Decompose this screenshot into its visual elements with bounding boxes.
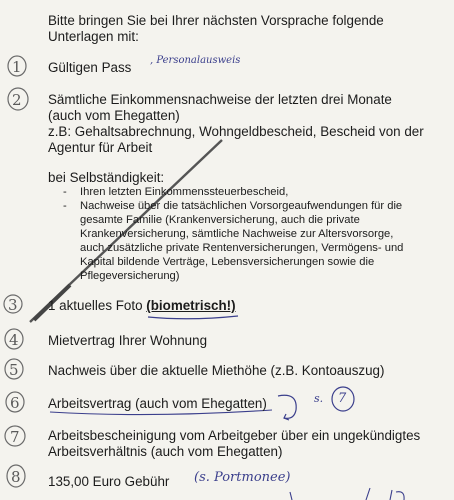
intro-line-1: Bitte bringen Sie bei Ihrer nächsten Vorsprache folgende [48, 13, 384, 28]
ink-scribbles [290, 488, 404, 500]
item-number-7: 7 [10, 428, 20, 446]
self-bullet-1: Ihren letzten Einkommenssteuerbescheid, [80, 186, 289, 198]
arrow-icon [278, 395, 296, 418]
item-gebuehr: 135,00 Euro Gebühr [48, 474, 170, 489]
self-bullet-2-line-4: auch zusätzliche private Rentenversicherungen, Vermögens- und [80, 242, 404, 254]
self-bullet-2-line-5: Kapital bildende Verträge, Lebensversicherungen sowie die [80, 256, 375, 268]
item-bescheinigung-line-2: Arbeitsverhältnis (auch vom Ehegatten) [48, 444, 283, 459]
pencil-circles [4, 56, 28, 487]
ink-underline-foto [148, 316, 238, 319]
self-bullet-2-line-1: Nachweise über die tatsächlichen Vorsorgeaufwendungen für die [80, 200, 403, 212]
item-bescheinigung-line-1: Arbeitsbescheinigung vom Arbeitgeber über ein ungekündigtes [48, 428, 421, 443]
item-pass: Gültigen Pass [48, 60, 132, 75]
self-employed-heading: bei Selbständigkeit: [48, 170, 165, 185]
handwritten-see-ref: 7 [338, 391, 347, 406]
item-einkommen-line-4: Agentur für Arbeit [48, 140, 153, 155]
item-mietvertrag: Mietvertrag Ihrer Wohnung [48, 333, 208, 348]
item-number-2: 2 [12, 91, 22, 109]
self-bullet-2-line-6: Pflegeversicherung) [80, 270, 180, 282]
handwritten-note-ausweis: , Personalausweis [150, 55, 241, 66]
item-einkommen-line-2: (auch vom Ehegatten) [48, 108, 180, 123]
item-number-5: 5 [9, 361, 19, 379]
foto-emphasis: (biometrisch!) [146, 298, 236, 313]
item-arbeitsvertrag: Arbeitsvertrag (auch vom Ehegatten) [48, 396, 267, 411]
handwritten-portmonee: (s. Portmonee) [194, 470, 291, 485]
bullet-dash-1: - [63, 186, 67, 198]
bullet-dash-2: - [63, 200, 67, 212]
self-bullet-2-line-2: gesamte Familie (Krankenversicherung, auch die private [80, 214, 360, 226]
item-number-6: 6 [10, 394, 20, 412]
item-foto: 1 aktuelles Foto (biometrisch!) [48, 298, 236, 313]
item-number-8: 8 [11, 468, 21, 486]
item-number-1: 1 [12, 58, 22, 76]
self-bullet-2-line-3: Krankenversicherung, sämtliche Nachweise zur Altersvorsorge, [80, 228, 394, 240]
item-number-3: 3 [8, 296, 18, 314]
item-miethoehe: Nachweis über die aktuelle Miethöhe (z.B. Kontoauszug) [48, 363, 385, 378]
intro-line-2: Unterlagen mit: [48, 29, 139, 44]
item-einkommen-line-3: z.B: Gehaltsabrechnung, Wohngeldbescheid, Bescheid von der [48, 124, 424, 139]
item-einkommen-line-1: Sämtliche Einkommensnachweise der letzten drei Monate [48, 92, 392, 107]
item-number-4: 4 [9, 331, 19, 349]
handwritten-see: s. [314, 392, 324, 405]
